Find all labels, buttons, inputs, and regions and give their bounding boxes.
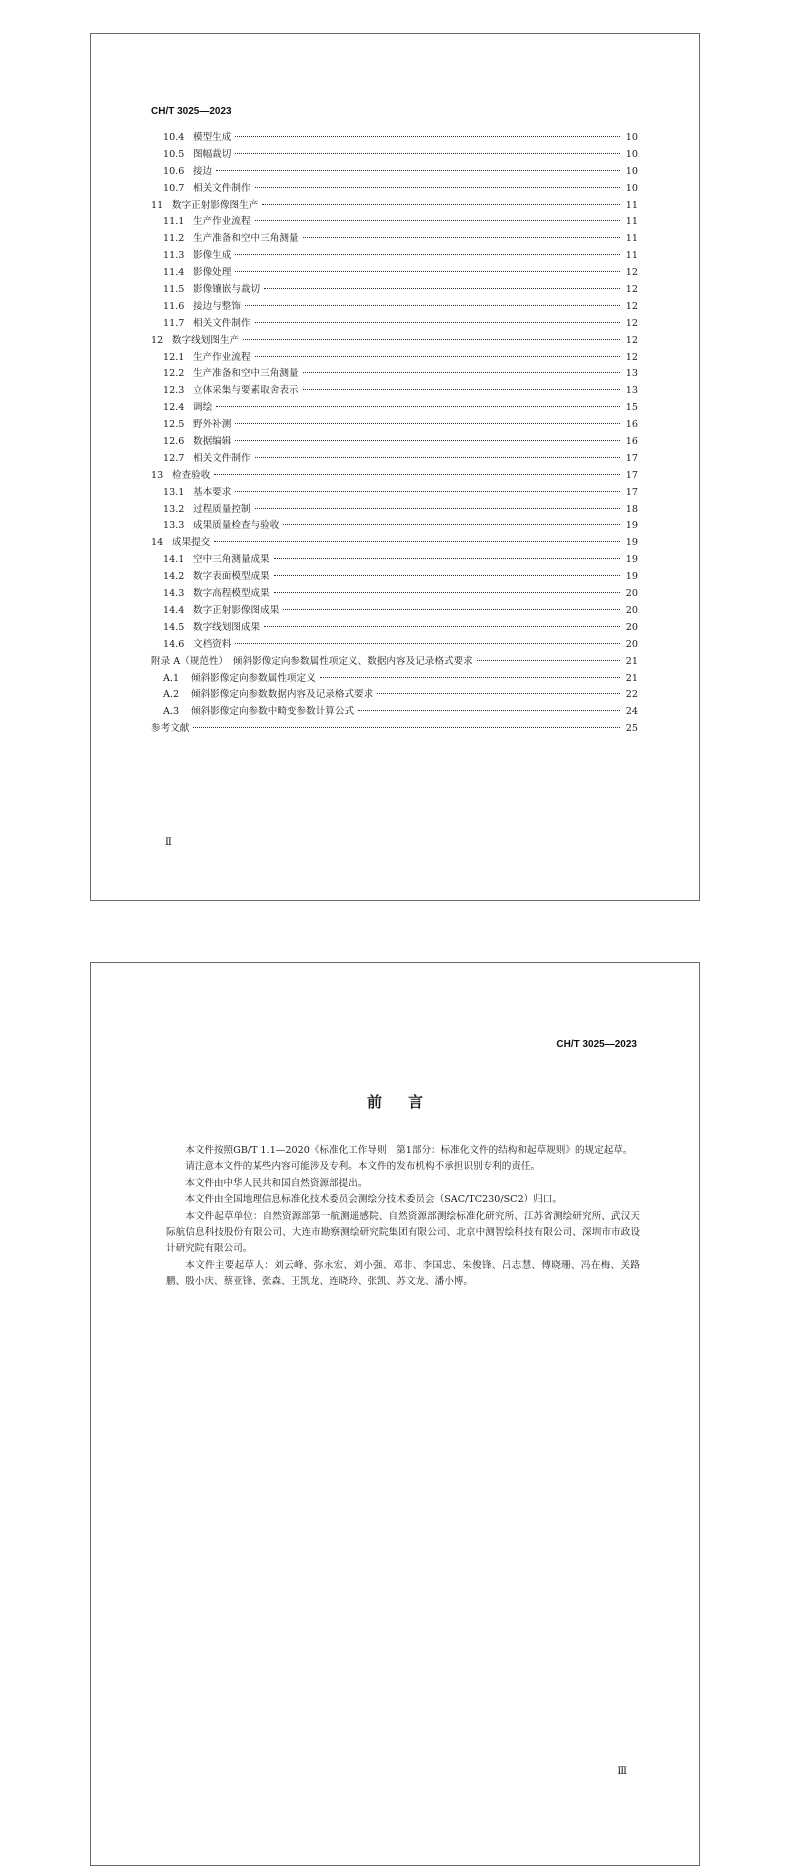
toc-entry-number: 12.3 <box>163 385 185 397</box>
toc-dot-leader <box>377 693 620 694</box>
toc-entry-title: 数字正射影像图生产 <box>172 199 259 211</box>
toc-entry-number: A.3 <box>163 706 180 718</box>
toc-dot-leader <box>358 710 620 711</box>
toc-entry-number: 12.7 <box>163 452 185 464</box>
toc-entry-title: 生产准备和空中三角测量 <box>193 368 299 380</box>
toc-dot-leader <box>255 220 620 221</box>
toc-entry-title: 生产作业流程 <box>193 351 251 363</box>
toc-entry-page: 12 <box>625 284 638 296</box>
toc-dot-leader <box>235 423 620 424</box>
toc-entry[interactable] <box>151 383 638 400</box>
toc-dot-leader <box>193 727 620 728</box>
toc-entry-title: 倾斜影像定向参数数据内容及记录格式要求 <box>191 689 374 701</box>
toc-entry[interactable] <box>151 130 638 147</box>
toc-entry[interactable] <box>151 282 638 299</box>
toc-entry-page: 12 <box>625 334 638 346</box>
toc-dot-leader <box>264 288 620 289</box>
toc-entry-page: 21 <box>625 655 638 667</box>
toc-dot-leader <box>235 136 620 137</box>
toc-entry[interactable] <box>151 654 638 671</box>
toc-entry-page: 20 <box>625 638 638 650</box>
toc-entry-number: 14.4 <box>163 604 185 616</box>
toc-entry-title: 相关文件制作 <box>193 452 251 464</box>
toc-entry-title: 立体采集与要素取舍表示 <box>193 385 299 397</box>
toc-entry-title: 倾斜影像定向参数中畸变参数计算公式 <box>191 706 355 718</box>
toc-entry-page: 19 <box>625 571 638 583</box>
toc-entry-number: 14.6 <box>163 638 185 650</box>
toc-entry-title: 模型生成 <box>193 132 232 143</box>
toc-entry-title: 数字高程模型成果 <box>193 588 270 600</box>
toc-entry-page: 10 <box>625 182 638 194</box>
toc-entry-page: 17 <box>625 469 638 481</box>
toc-entry-page: 12 <box>625 351 638 363</box>
toc-dot-leader <box>274 575 620 576</box>
toc-entry-page: 19 <box>625 520 638 532</box>
toc-entry-number: 11.1 <box>163 216 185 228</box>
toc-entry-number: 11.6 <box>163 300 185 312</box>
toc-entry-title: 相关文件制作 <box>193 317 251 329</box>
toc-dot-leader <box>235 271 620 272</box>
foreword-heading: 前言 <box>366 1093 449 1111</box>
toc-entry-page: 10 <box>625 148 638 160</box>
toc-dot-leader <box>303 372 620 373</box>
toc-entry-page: 20 <box>625 604 638 616</box>
toc-entry-page: 12 <box>625 267 638 279</box>
toc-entry-title: 数字正射影像图成果 <box>193 604 280 616</box>
toc-entry-title: 基本要求 <box>193 486 232 498</box>
toc-entry-page: 12 <box>625 300 638 312</box>
toc-entry-page: 22 <box>625 689 638 701</box>
toc-entry-number: 11.2 <box>163 233 185 245</box>
foreword-paragraph: 请注意本文件的某些内容可能涉及专利。本文件的发布机构不承担识别专利的责任。 <box>185 1161 541 1173</box>
toc-entry[interactable] <box>151 231 638 248</box>
toc-dot-leader <box>243 339 620 340</box>
toc-entry-number: 12 <box>151 334 164 346</box>
toc-entry-number: 11.5 <box>163 284 185 296</box>
toc-entry-title: 附录 A（规范性） 倾斜影像定向参数属性项定义、数据内容及记录格式要求 <box>151 655 473 667</box>
table-of-contents <box>151 130 638 738</box>
toc-entry-page: 20 <box>625 621 638 633</box>
standard-code: CH/T 3025—2023 <box>151 106 232 117</box>
toc-entry-title: 调绘 <box>193 402 213 414</box>
toc-dot-leader <box>214 541 620 542</box>
toc-entry-title: 参考文献 <box>151 723 190 735</box>
toc-entry-title: 数字线划图成果 <box>193 621 261 633</box>
toc-entry-page: 11 <box>625 250 638 262</box>
foreword-paragraph: 本文件由中华人民共和国自然资源部提出。 <box>185 1177 368 1189</box>
toc-entry-number: 11.4 <box>163 267 185 279</box>
toc-entry-page: 10 <box>625 132 638 143</box>
toc-entry-page: 13 <box>625 385 638 397</box>
toc-entry[interactable] <box>151 518 638 535</box>
toc-entry-page: 13 <box>625 368 638 380</box>
toc-entry-page: 11 <box>625 216 638 228</box>
toc-entry-title: 检查验收 <box>172 469 211 481</box>
toc-dot-leader <box>283 609 620 610</box>
toc-dot-leader <box>477 660 620 661</box>
toc-entry[interactable] <box>151 316 638 333</box>
toc-dot-leader <box>235 491 620 492</box>
toc-entry[interactable] <box>151 265 638 282</box>
toc-entry-title: 倾斜影像定向参数属性项定义 <box>191 672 316 684</box>
standard-code: CH/T 3025—2023 <box>556 1039 637 1050</box>
toc-entry[interactable] <box>151 214 638 231</box>
toc-entry-title: 影像生成 <box>193 250 232 262</box>
toc-entry-title: 成果提交 <box>172 537 211 549</box>
toc-entry-page: 24 <box>625 706 638 718</box>
toc-dot-leader <box>255 322 620 323</box>
toc-dot-leader <box>262 204 620 205</box>
toc-dot-leader <box>303 389 620 390</box>
toc-entry-number: 12.1 <box>163 351 185 363</box>
toc-entry-number: 14.3 <box>163 588 185 600</box>
toc-dot-leader <box>255 508 620 509</box>
toc-entry[interactable] <box>151 502 638 519</box>
page-number: Ⅲ <box>617 1766 627 1777</box>
document-page-foreword <box>90 962 700 1866</box>
toc-entry-number: 13.3 <box>163 520 185 532</box>
toc-entry-page: 16 <box>625 419 638 431</box>
toc-entry-number: 11.7 <box>163 317 185 329</box>
toc-entry-number: 11 <box>151 199 164 211</box>
toc-dot-leader <box>303 237 620 238</box>
toc-entry-title: 过程质量控制 <box>193 503 251 515</box>
toc-entry-title: 生产准备和空中三角测量 <box>193 233 299 245</box>
foreword-body <box>166 1143 640 1291</box>
toc-entry-page: 18 <box>625 503 638 515</box>
toc-dot-leader <box>235 254 620 255</box>
foreword-paragraph: 本文件按照GB/T 1.1—2020《标准化工作导则 第1部分：标准化文件的结构和起草规则》的规定起草。 <box>185 1145 633 1156</box>
toc-entry-title: 图幅裁切 <box>193 148 232 160</box>
toc-dot-leader <box>283 524 620 525</box>
toc-entry-number: 11.3 <box>163 250 185 262</box>
toc-entry[interactable] <box>151 637 638 654</box>
toc-entry-number: 10.6 <box>163 165 185 177</box>
toc-entry-page: 17 <box>625 452 638 464</box>
toc-entry-page: 11 <box>625 233 638 245</box>
toc-entry-page: 25 <box>625 723 638 735</box>
toc-entry[interactable] <box>151 468 638 485</box>
toc-entry-title: 空中三角测量成果 <box>193 554 270 566</box>
toc-dot-leader <box>245 305 620 306</box>
toc-entry-page: 15 <box>625 402 638 414</box>
toc-entry-number: 12.4 <box>163 402 185 414</box>
toc-entry[interactable] <box>151 721 638 738</box>
toc-entry[interactable] <box>151 552 638 569</box>
toc-dot-leader <box>216 406 620 407</box>
toc-entry[interactable] <box>151 400 638 417</box>
toc-entry-title: 野外补测 <box>193 419 232 431</box>
toc-entry[interactable] <box>151 485 638 502</box>
toc-entry-title: 数据编辑 <box>193 436 232 448</box>
toc-entry-number: 10.7 <box>163 182 185 194</box>
toc-entry-number: 14 <box>151 537 164 549</box>
toc-dot-leader <box>235 440 620 441</box>
toc-entry[interactable] <box>151 198 638 215</box>
toc-entry-title: 成果质量检查与验收 <box>193 520 280 532</box>
foreword-paragraph: 本文件由全国地理信息标准化技术委员会测绘分技术委员会（SAC/TC230/SC2）归口。 <box>185 1194 562 1206</box>
toc-entry-page: 20 <box>625 588 638 600</box>
toc-entry-title: 文档资料 <box>193 638 232 650</box>
toc-entry[interactable] <box>151 451 638 468</box>
toc-entry-title: 影像处理 <box>193 267 232 279</box>
toc-entry-number: 10.5 <box>163 148 185 160</box>
toc-entry-number: 12.5 <box>163 419 185 431</box>
toc-entry-number: 13.2 <box>163 503 185 515</box>
toc-dot-leader <box>255 187 620 188</box>
toc-entry[interactable] <box>151 164 638 181</box>
page-number: Ⅱ <box>165 837 172 848</box>
toc-entry[interactable] <box>151 333 638 350</box>
toc-entry-title: 影像镶嵌与裁切 <box>193 284 261 296</box>
toc-entry[interactable] <box>151 147 638 164</box>
toc-entry-number: 12.6 <box>163 436 185 448</box>
toc-entry-page: 17 <box>625 486 638 498</box>
toc-entry[interactable] <box>151 535 638 552</box>
toc-dot-leader <box>235 643 620 644</box>
toc-dot-leader <box>255 457 620 458</box>
foreword-paragraph: 本文件主要起草人：刘云峰、弥永宏、刘小强、邓非、李国忠、朱俊锋、吕志慧、傅晓珊、冯在梅、关路鹏、殷小庆、蔡亚锋、张森、王凯龙、连晓玲、张凯、苏文龙、潘小博。 <box>166 1259 640 1288</box>
toc-entry-title: 接边 <box>193 165 213 177</box>
toc-entry-number: 13 <box>151 469 164 481</box>
toc-entry[interactable] <box>151 299 638 316</box>
toc-entry-page: 12 <box>625 317 638 329</box>
toc-dot-leader <box>320 677 620 678</box>
toc-entry[interactable] <box>151 671 638 688</box>
toc-entry-number: 14.5 <box>163 621 185 633</box>
toc-dot-leader <box>216 170 620 171</box>
toc-entry-title: 生产作业流程 <box>193 216 251 228</box>
toc-dot-leader <box>274 558 620 559</box>
toc-entry[interactable] <box>151 417 638 434</box>
toc-entry-title: 数字表面模型成果 <box>193 571 270 583</box>
toc-entry[interactable] <box>151 350 638 367</box>
toc-entry[interactable] <box>151 569 638 586</box>
toc-dot-leader <box>274 592 620 593</box>
toc-dot-leader <box>235 153 620 154</box>
toc-entry-title: 接边与整饰 <box>193 300 241 312</box>
toc-entry[interactable] <box>151 181 638 198</box>
toc-entry[interactable] <box>151 687 638 704</box>
foreword-paragraph: 本文件起草单位：自然资源部第一航测遥感院、自然资源部测绘标准化研究所、江苏省测绘研究所、武汉天际航信息科技股份有限公司、大连市勘察测绘研究院集团有限公司、北京中测智绘科技有限公司、深圳市市政设计研究院有限公司。 <box>166 1210 640 1255</box>
toc-entry-number: 14.2 <box>163 571 185 583</box>
toc-entry-number: 14.1 <box>163 554 185 566</box>
toc-entry[interactable] <box>151 248 638 265</box>
toc-entry[interactable] <box>151 704 638 721</box>
toc-entry-title: 数字线划图生产 <box>172 334 240 346</box>
toc-entry-title: 相关文件制作 <box>193 182 251 194</box>
toc-entry[interactable] <box>151 620 638 637</box>
toc-entry[interactable] <box>151 603 638 620</box>
toc-entry-number: A.1 <box>163 672 180 684</box>
toc-entry-number: 10.4 <box>163 132 185 143</box>
toc-dot-leader <box>214 474 620 475</box>
toc-entry[interactable] <box>151 366 638 383</box>
toc-entry-number: A.2 <box>163 689 180 701</box>
toc-dot-leader <box>255 356 620 357</box>
toc-entry-page: 21 <box>625 672 638 684</box>
toc-entry-number: 12.2 <box>163 368 185 380</box>
toc-entry-page: 19 <box>625 554 638 566</box>
toc-entry-page: 10 <box>625 165 638 177</box>
document-page-toc <box>90 33 700 901</box>
toc-entry[interactable] <box>151 434 638 451</box>
toc-entry-page: 11 <box>625 199 638 211</box>
toc-entry[interactable] <box>151 586 638 603</box>
toc-entry-page: 16 <box>625 436 638 448</box>
toc-dot-leader <box>264 626 620 627</box>
toc-entry-number: 13.1 <box>163 486 185 498</box>
toc-entry-page: 19 <box>625 537 638 549</box>
